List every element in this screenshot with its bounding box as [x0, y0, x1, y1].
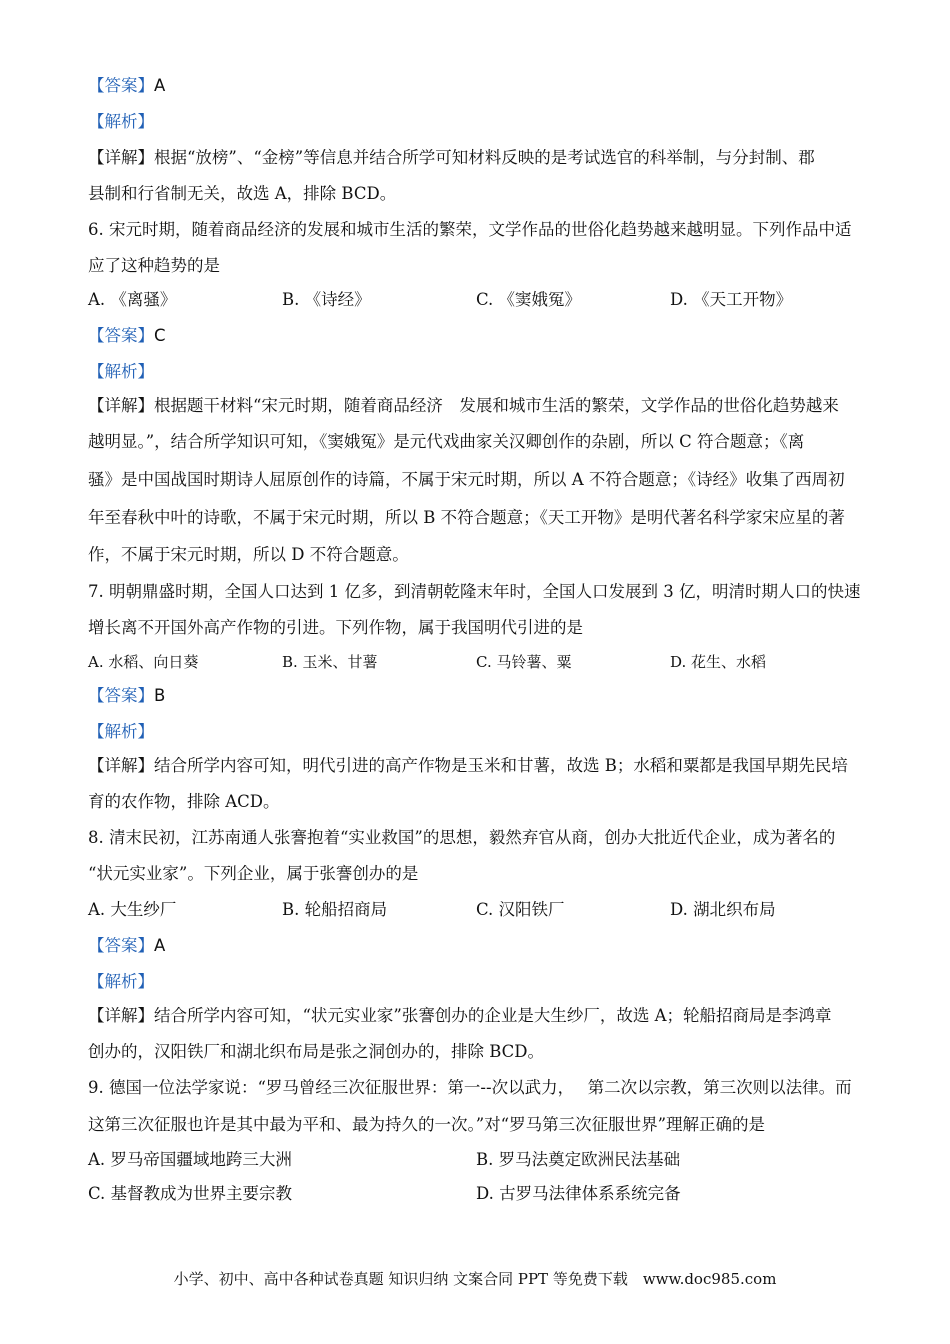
q6-detail-line-4: 年至春秋中叶的诗歌，不属于宋元时期，所以 B 不符合题意；《天工开物》是明代著名科学家宋应星的著 — [88, 508, 845, 527]
detail-text: 根据题干材料“宋元时期，随着商品经济 发展和城市生活的繁荣，文学作品的世俗化趋势越来 — [154, 396, 839, 415]
answer-value: B — [154, 686, 166, 705]
q7-detail-line-1 — [88, 754, 848, 778]
q6-detail-line-5: 作，不属于宋元时期，所以 D 不符合题意。 — [88, 545, 409, 564]
answer-tag: 【答案】 — [88, 326, 154, 345]
detail-text: 结合所学内容可知，“状元实业家”张謇创办的企业是大生纱厂，故选 A；轮船招商局是李鸿章 — [154, 1006, 832, 1025]
q5-answer-line — [88, 74, 165, 98]
q8-detail-line-2: 创办的，汉阳铁厂和湖北织布局是张之洞创办的，排除 BCD。 — [88, 1042, 545, 1061]
q6-answer-line — [88, 324, 166, 348]
q7-answer-line — [88, 684, 165, 708]
q8-option-b: B. 轮船招商局 — [282, 900, 388, 919]
q5-analysis-tag: 【解析】 — [88, 112, 154, 131]
q8-stem-line-2: “状元实业家”。下列企业，属于张謇创办的是 — [88, 864, 419, 883]
answer-value: C — [154, 326, 166, 345]
q6-detail-line-2: 越明显。”，结合所学知识可知，《窦娥冤》是元代戏曲家关汉卿创作的杂剧，所以 C 符合题意；《离 — [88, 432, 805, 451]
detail-text: 根据“放榜”、“金榜”等信息并结合所学可知材料反映的是考试选官的科举制，与分封制、郡 — [154, 148, 815, 167]
q6-option-d: D. 《天工开物》 — [670, 290, 793, 309]
answer-tag: 【答案】 — [88, 936, 154, 955]
q6-detail-line-1 — [88, 394, 839, 418]
detail-tag: 【详解】 — [88, 148, 154, 167]
q6-option-c: C. 《窦娥冤》 — [476, 290, 582, 309]
answer-value: A — [154, 936, 166, 955]
answer-value: A — [154, 76, 166, 95]
q7-stem-line-1: 7. 明朝鼎盛时期，全国人口达到 1 亿多，到清朝乾隆末年时，全国人口发展到 3 亿，明清时期人口的快速 — [88, 582, 861, 601]
q6-detail-line-3: 骚》是中国战国时期诗人屈原创作的诗篇，不属于宋元时期，所以 A 不符合题意；《诗经》收集了西周初 — [88, 470, 845, 489]
q7-analysis-tag: 【解析】 — [88, 722, 154, 741]
q5-detail-line-2: 县制和行省制无关，故选 A，排除 BCD。 — [88, 184, 397, 203]
q7-option-b: B. 玉米、甘薯 — [282, 653, 378, 671]
answer-tag: 【答案】 — [88, 76, 154, 95]
q9-stem-line-2: 这第三次征服也许是其中最为平和、最为持久的一次。”对“罗马第三次征服世界”理解正确的是 — [88, 1115, 766, 1134]
q9-option-d: D. 古罗马法律体系系统完备 — [476, 1184, 681, 1203]
q6-stem-line-1: 6. 宋元时期，随着商品经济的发展和城市生活的繁荣，文学作品的世俗化趋势越来越明显。下列作品中适 — [88, 220, 852, 239]
q7-stem-line-2: 增长离不开国外高产作物的引进。下列作物，属于我国明代引进的是 — [88, 618, 583, 637]
detail-tag: 【详解】 — [88, 1006, 154, 1025]
q9-option-b: B. 罗马法奠定欧洲民法基础 — [476, 1150, 681, 1169]
detail-tag: 【详解】 — [88, 756, 154, 775]
detail-text: 结合所学内容可知，明代引进的高产作物是玉米和甘薯，故选 B；水稻和粟都是我国早期先民培 — [154, 756, 848, 775]
q8-option-d: D. 湖北织布局 — [670, 900, 776, 919]
q8-option-a: A. 大生纱厂 — [88, 900, 177, 919]
q9-stem-line-1: 9. 德国一位法学家说：“罗马曾经三次征服世界：第一--次以武力， 第二次以宗教，第三次则以法律。而 — [88, 1078, 852, 1097]
q9-option-a: A. 罗马帝国疆域地跨三大洲 — [88, 1150, 292, 1169]
q8-option-c: C. 汉阳铁厂 — [476, 900, 565, 919]
q8-analysis-tag: 【解析】 — [88, 972, 154, 991]
answer-tag: 【答案】 — [88, 686, 154, 705]
q7-detail-line-2: 育的农作物，排除 ACD。 — [88, 792, 280, 811]
detail-tag: 【详解】 — [88, 396, 154, 415]
q6-stem-line-2: 应了这种趋势的是 — [88, 256, 220, 275]
q6-analysis-tag: 【解析】 — [88, 362, 154, 381]
q7-option-c: C. 马铃薯、粟 — [476, 653, 572, 671]
page-footer: 小学、初中、高中各种试卷真题 知识归纳 文案合同 PPT 等免费下载 www.doc985.com — [173, 1270, 777, 1288]
q7-option-a: A. 水稻、向日葵 — [88, 653, 199, 671]
q9-option-c: C. 基督教成为世界主要宗教 — [88, 1184, 293, 1203]
q5-detail-line-1 — [88, 146, 815, 170]
q8-stem-line-1: 8. 清末民初，江苏南通人张謇抱着“实业救国”的思想，毅然弃官从商，创办大批近代企业，成为著名的 — [88, 828, 836, 847]
q6-option-b: B. 《诗经》 — [282, 290, 371, 309]
q8-detail-line-1 — [88, 1004, 832, 1028]
q7-option-d: D. 花生、水稻 — [670, 653, 767, 671]
q6-option-a: A. 《离骚》 — [88, 290, 177, 309]
q8-answer-line — [88, 934, 165, 958]
